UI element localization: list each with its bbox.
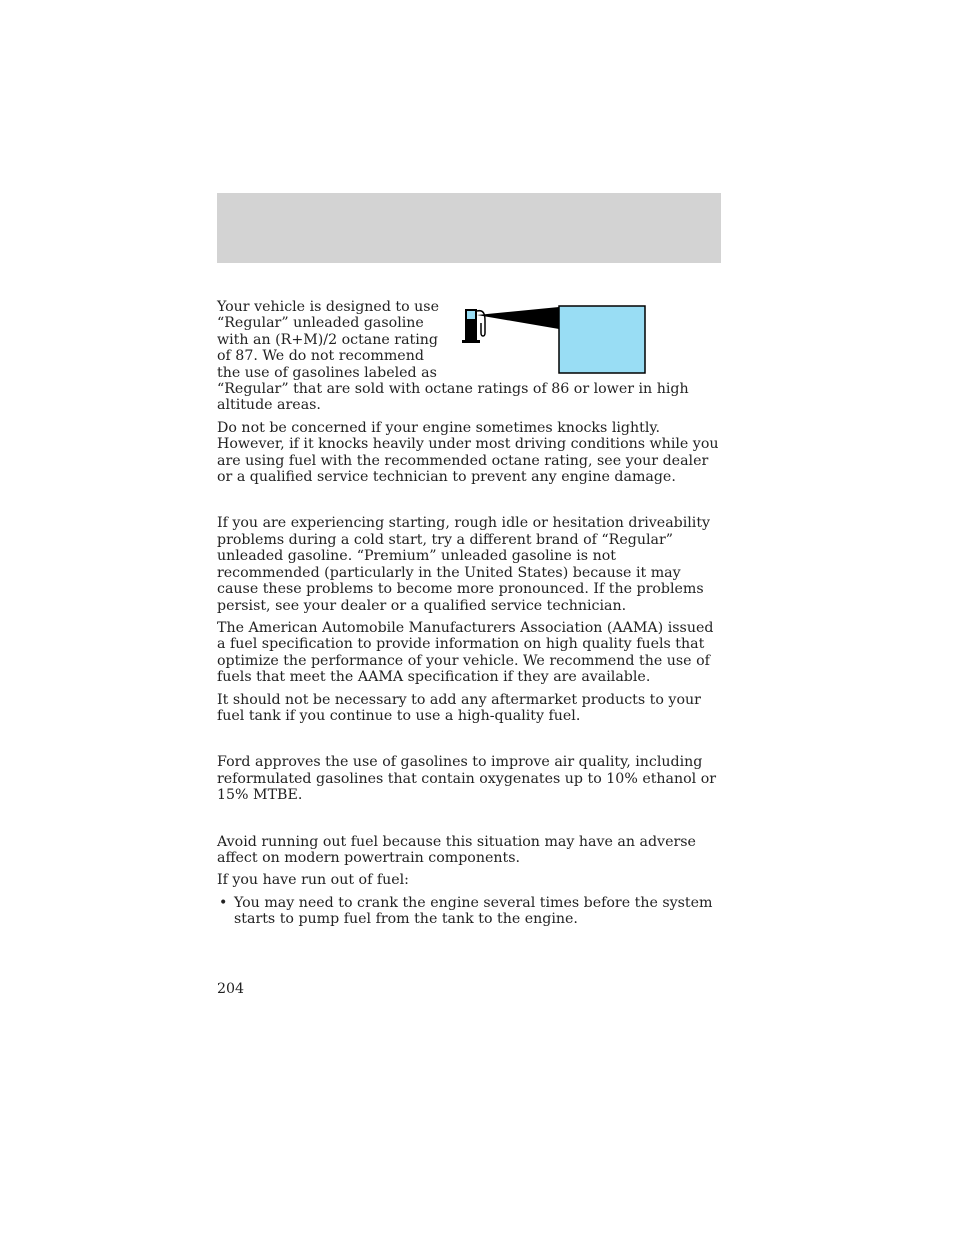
- paragraph-engine-knock: Do not be concerned if your engine sometimes knocks lightly. However, if it knocks heavily under most driving conditions while you are using fuel with the recommended octane rating, see your dealer or a qualified service technician to prevent any engine damage.: [217, 419, 719, 486]
- paragraph-aftermarket-products: It should not be necessary to add any aftermarket products to your fuel tank if you continue to use a high-quality fuel.: [217, 691, 701, 724]
- page-number: 204: [217, 981, 245, 997]
- paragraph-if-run-out: If you have run out of fuel:: [217, 872, 409, 889]
- paragraph-cold-start: If you are experiencing starting, rough idle or hesitation driveability problems during a cold start, try a different brand of “Regular” unleaded gasoline. “Premium” unleaded gasoline is not recommended (particularly in the United States) because it may cause these problems to become more pronounced. If the problems persist, see your dealer or a qualified service technician.: [217, 515, 711, 614]
- blank-callout-box: [559, 306, 645, 373]
- fuel-pump-icon: [457, 301, 693, 381]
- bullet-mark: •: [219, 894, 228, 911]
- paragraph-octane-rating: Your vehicle is designed to use “Regular” unleaded gasoline with an (R+M)/2 octane rating of 87. We do not recommend the use of gasolines labeled as “Regular” that are sold with octane ratings of 86 or lower in high altitude areas.: [217, 299, 689, 414]
- page-content: [217, 299, 723, 928]
- bullet-list: [217, 895, 723, 928]
- fuel-pump-figure: [457, 301, 693, 381]
- paragraph-running-out-of-fuel: Avoid running out fuel because this situation may have an adverse affect on modern powertrain components.: [217, 833, 696, 866]
- list-item-text: You may need to crank the engine several times before the system starts to pump fuel from the tank to the engine.: [234, 894, 713, 928]
- section-header-band: [217, 193, 721, 263]
- list-item: [217, 895, 723, 928]
- paragraph-aama-specification: The American Automobile Manufacturers Association (AAMA) issued a fuel specification to provide information on high quality fuels that optimize the performance of your vehicle. We recommend the use of fuels that meet the AAMA specification if they are available.: [217, 619, 714, 686]
- paragraph-air-quality: Ford approves the use of gasolines to improve air quality, including reformulated gasolines that contain oxygenates up to 10% ethanol or 15% MTBE.: [217, 754, 717, 804]
